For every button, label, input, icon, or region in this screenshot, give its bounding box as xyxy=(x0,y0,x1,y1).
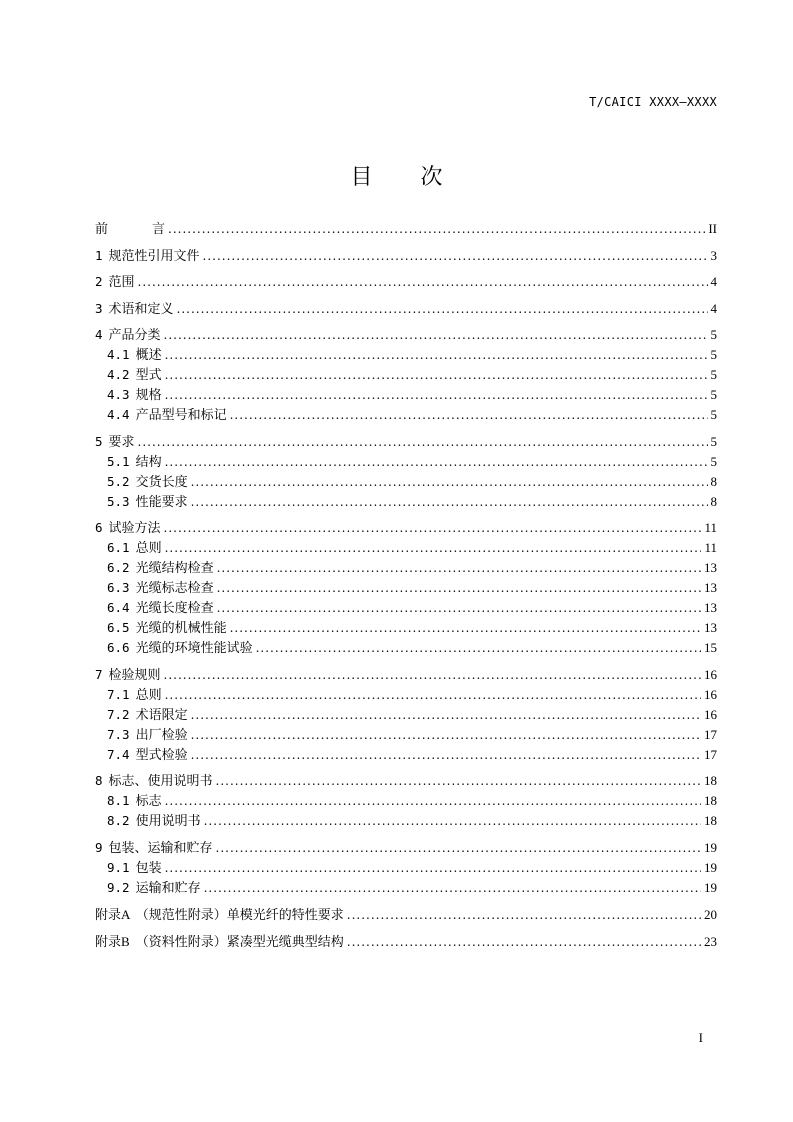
toc-entry-number: 6.4 xyxy=(107,600,130,615)
toc-subentry[interactable] xyxy=(95,578,717,598)
toc-entry-label: 光缆结构检查 xyxy=(135,561,214,576)
toc-entry-number: 5.1 xyxy=(107,453,130,469)
toc-subentry[interactable] xyxy=(95,598,717,618)
annex-word-1: 附 xyxy=(95,934,109,950)
toc-entry[interactable] xyxy=(95,246,717,266)
toc-entry-number: 8 xyxy=(95,773,103,788)
toc-entry[interactable] xyxy=(95,299,717,319)
dot-leader xyxy=(177,299,708,319)
toc-entry-label: 性能要求 xyxy=(135,494,188,510)
dot-leader xyxy=(256,638,701,658)
toc-subentry[interactable] xyxy=(95,558,717,578)
toc-subentry[interactable] xyxy=(95,492,717,512)
dot-leader xyxy=(204,811,701,831)
toc-entry-label: 交货长度 xyxy=(135,474,188,490)
toc-entry-label: 使用说明书 xyxy=(135,814,201,829)
toc-entry-page: 8 xyxy=(710,493,717,509)
toc-entry-label: 包装、运输和贮存 xyxy=(108,840,213,856)
toc-subentry[interactable] xyxy=(95,365,717,385)
dot-leader xyxy=(138,432,708,452)
toc-entry-number: 5 xyxy=(95,433,103,449)
toc-subentry[interactable] xyxy=(95,685,717,705)
toc-entry-number: 4.3 xyxy=(107,387,130,402)
dot-leader xyxy=(230,618,701,638)
toc-entry-number: 8.2 xyxy=(107,813,130,828)
toc-entry-label: 术语和定义 xyxy=(108,301,174,317)
toc-entry-page: 23 xyxy=(704,933,717,949)
toc-entry-number: 6.6 xyxy=(107,640,130,655)
dot-leader xyxy=(191,745,701,765)
document-code: T/CAICI XXXX—XXXX xyxy=(589,95,717,109)
annex-type: （规范性附录） xyxy=(135,907,227,923)
toc-subentry[interactable] xyxy=(95,405,717,425)
dot-leader xyxy=(217,578,701,598)
toc-entry[interactable] xyxy=(95,838,717,858)
toc-entry-label: 总则 xyxy=(135,687,162,703)
toc-entry-label: 规范性引用文件 xyxy=(108,248,200,264)
annex-type: （资料性附录） xyxy=(135,934,227,950)
toc-entry-number: 6 xyxy=(95,520,103,535)
toc-entry-page: 18 xyxy=(704,773,717,788)
toc-entry-page: 16 xyxy=(704,686,717,702)
toc-entry-label: 规格 xyxy=(135,388,162,403)
toc-entry-page: 4 xyxy=(710,300,717,316)
annex-letter: B xyxy=(121,933,130,949)
toc-entry-number: 9.2 xyxy=(107,879,130,895)
toc-entry-page: 16 xyxy=(704,666,717,682)
toc-entry-label: 型式 xyxy=(135,368,162,383)
toc-entry-number: 4.2 xyxy=(107,367,130,382)
toc-entry-number: 5.2 xyxy=(107,473,130,489)
toc-entry-page: 5 xyxy=(710,367,717,382)
toc-entry-label: 范围 xyxy=(108,275,135,290)
toc-entry-label: 结构 xyxy=(135,454,162,470)
toc-entry-label: 标志 xyxy=(135,794,162,809)
toc-entry-page: 3 xyxy=(710,247,717,263)
toc-subentry[interactable] xyxy=(95,858,717,878)
toc-subentry[interactable] xyxy=(95,811,717,831)
dot-leader xyxy=(203,246,708,266)
toc-entry[interactable] xyxy=(95,272,717,292)
toc-subentry[interactable] xyxy=(95,878,717,898)
dot-leader xyxy=(165,365,708,385)
toc-subentry[interactable] xyxy=(95,538,717,558)
annex-word-1: 附 xyxy=(95,907,109,923)
toc-entry-number: 2 xyxy=(95,274,103,289)
toc-entry[interactable] xyxy=(95,665,717,685)
toc-subentry[interactable] xyxy=(95,745,717,765)
toc-entry-page: 17 xyxy=(704,726,717,742)
toc-entry-label: 紧凑型光缆典型结构 xyxy=(226,934,344,950)
page-number: I xyxy=(698,1030,703,1045)
toc-subentry[interactable] xyxy=(95,725,717,745)
toc-entry-number: 9.1 xyxy=(107,859,130,875)
toc-entry-label: 光缆长度检查 xyxy=(135,601,214,616)
toc-entry-number: 8.1 xyxy=(107,793,130,808)
table-of-contents xyxy=(95,219,717,952)
dot-leader xyxy=(165,791,701,811)
toc-entry-page: II xyxy=(708,221,717,236)
toc-entry-number: 4 xyxy=(95,327,103,342)
annex-letter: A xyxy=(121,906,131,922)
toc-entry-page: 18 xyxy=(704,813,717,828)
dot-leader xyxy=(138,272,708,292)
toc-entry-label: 光缆标志检查 xyxy=(135,581,214,596)
toc-entry-page: 5 xyxy=(710,407,717,422)
dot-leader xyxy=(347,905,701,925)
toc-entry-page: 20 xyxy=(704,906,717,922)
toc-entry-label: 出厂检验 xyxy=(135,727,188,743)
toc-entry-page: 5 xyxy=(710,453,717,469)
dot-leader xyxy=(191,472,708,492)
toc-entry-number: 7.2 xyxy=(107,706,130,722)
toc-entry-label: 前 言 xyxy=(95,222,166,237)
toc-entry-page: 11 xyxy=(704,520,717,535)
dot-leader xyxy=(164,518,702,538)
dot-leader xyxy=(204,878,701,898)
toc-entry-page: 18 xyxy=(704,793,717,808)
toc-entry-page: 13 xyxy=(704,580,717,595)
toc-entry-number: 1 xyxy=(95,247,103,263)
toc-entry-number: 7.1 xyxy=(107,686,130,702)
toc-entry-foreword[interactable] xyxy=(95,219,717,239)
toc-entry-number: 6.1 xyxy=(107,540,130,555)
title-char-2: 次 xyxy=(420,165,443,190)
toc-subentry[interactable] xyxy=(95,791,717,811)
toc-subentry[interactable] xyxy=(95,345,717,365)
dot-leader xyxy=(165,345,708,365)
dot-leader xyxy=(191,705,701,725)
toc-annex-b[interactable] xyxy=(95,932,717,952)
toc-entry-page: 5 xyxy=(710,433,717,449)
toc-entry-page: 5 xyxy=(710,347,717,362)
toc-entry-label: 标志、使用说明书 xyxy=(108,774,213,789)
dot-leader xyxy=(165,858,701,878)
annex-word-2: 录 xyxy=(108,907,122,923)
toc-entry[interactable] xyxy=(95,432,717,452)
toc-entry-label: 单模光纤的特性要求 xyxy=(226,907,344,923)
toc-entry-label: 要求 xyxy=(108,434,135,450)
page-title xyxy=(0,160,793,191)
toc-entry-label: 术语限定 xyxy=(135,707,188,723)
toc-entry-label: 产品型号和标记 xyxy=(135,408,227,423)
toc-entry-label: 概述 xyxy=(135,348,162,363)
toc-entry-number: 6.3 xyxy=(107,580,130,595)
toc-entry-page: 8 xyxy=(710,473,717,489)
toc-subentry[interactable] xyxy=(95,472,717,492)
annex-word-2: 录 xyxy=(108,934,122,950)
toc-entry-number: 6.2 xyxy=(107,560,130,575)
toc-entry-page: 13 xyxy=(704,620,717,635)
dot-leader xyxy=(165,452,708,472)
toc-subentry[interactable] xyxy=(95,638,717,658)
toc-entry[interactable] xyxy=(95,325,717,345)
dot-leader xyxy=(217,558,701,578)
toc-entry-number: 9 xyxy=(95,839,103,855)
toc-annex-a[interactable] xyxy=(95,905,717,925)
dot-leader xyxy=(230,405,708,425)
dot-leader xyxy=(216,771,701,791)
toc-entry-label: 试验方法 xyxy=(108,521,161,536)
toc-entry-page: 19 xyxy=(704,859,717,875)
toc-entry-label: 光缆的机械性能 xyxy=(135,621,227,636)
toc-entry-number: 5.3 xyxy=(107,493,130,509)
dot-leader xyxy=(164,325,708,345)
dot-leader xyxy=(191,725,701,745)
title-char-1: 目 xyxy=(350,165,373,190)
dot-leader xyxy=(347,932,701,952)
toc-entry-label: 总则 xyxy=(135,541,162,556)
toc-subentry[interactable] xyxy=(95,705,717,725)
toc-entry-label: 光缆的环境性能试验 xyxy=(135,641,253,656)
dot-leader xyxy=(164,665,701,685)
dot-leader xyxy=(216,838,701,858)
toc-entry-label: 检验规则 xyxy=(108,667,161,683)
toc-entry-number: 6.5 xyxy=(107,620,130,635)
toc-entry-page: 17 xyxy=(704,746,717,762)
toc-entry-number: 3 xyxy=(95,300,103,316)
toc-entry-label: 型式检验 xyxy=(135,747,188,763)
toc-entry-label: 产品分类 xyxy=(108,328,161,343)
toc-entry-page: 5 xyxy=(710,387,717,402)
toc-entry-page: 15 xyxy=(704,640,717,655)
toc-entry[interactable] xyxy=(95,518,717,538)
toc-entry-number: 7.4 xyxy=(107,746,130,762)
toc-entry-page: 19 xyxy=(704,839,717,855)
toc-entry-number: 4.4 xyxy=(107,407,130,422)
dot-leader xyxy=(165,538,702,558)
toc-entry-page: 4 xyxy=(710,274,717,289)
dot-leader xyxy=(191,492,708,512)
toc-entry-number: 4.1 xyxy=(107,347,130,362)
toc-entry-label: 运输和贮存 xyxy=(135,880,201,896)
dot-leader xyxy=(165,685,701,705)
toc-entry-page: 13 xyxy=(704,600,717,615)
toc-entry-number: 7.3 xyxy=(107,726,130,742)
toc-entry-page: 19 xyxy=(704,879,717,895)
toc-subentry[interactable] xyxy=(95,385,717,405)
toc-subentry[interactable] xyxy=(95,618,717,638)
toc-subentry[interactable] xyxy=(95,452,717,472)
toc-entry-page: 16 xyxy=(704,706,717,722)
dot-leader xyxy=(217,598,701,618)
toc-entry-number: 7 xyxy=(95,666,103,682)
toc-entry[interactable] xyxy=(95,771,717,791)
toc-entry-page: 5 xyxy=(710,327,717,342)
toc-entry-label: 包装 xyxy=(135,860,162,876)
dot-leader xyxy=(168,219,705,239)
toc-entry-page: 11 xyxy=(704,540,717,555)
dot-leader xyxy=(165,385,708,405)
toc-entry-page: 13 xyxy=(704,560,717,575)
